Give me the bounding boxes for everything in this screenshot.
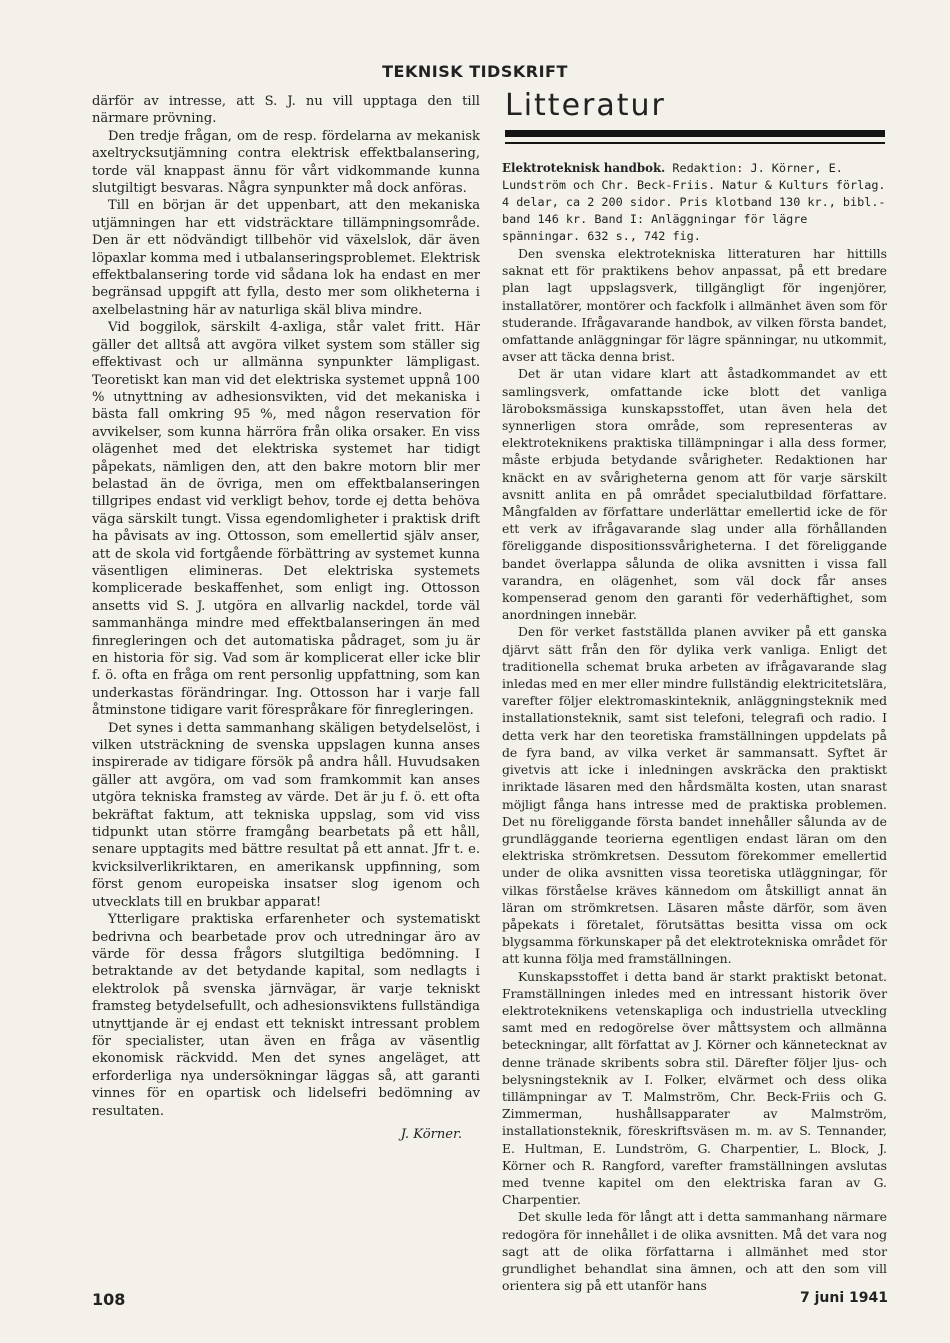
signature: J. Körner. — [400, 1126, 462, 1142]
paragraph: Det är utan vidare klart att åstadkommandet av ett samlingsverk, omfattande icke blott det vanliga läroboksmässiga kunskapsstoffet, utan även hela det synnerligen stora område, som representeras av elektroteknikens praktiska tillämpningar i alla dess former, måste erbjuda betydande svårigheter. Redaktionen har knäckt en av svårigheterna genom att för varje särskilt avsnitt anlita en på området specialutbildad författare. Mångfalden av författare underlättar emellertid icke de för ett verk av ifrågavarande slag under alla förhållanden föreliggande dispositionssvårigheterna. I det föreliggande bandet överlappa sålunda de olika avsnitten i vissa fall varandra, en olägenhet, som väl dock får anses kompenserad genom den garanti för vederhäftighet, som anordningen innebär. — [502, 366, 887, 623]
paragraph: därför av intresse, att S. J. nu vill upptaga den till närmare prövning. — [92, 94, 480, 127]
book-details: Redaktion: J. Körner, E. Lundström och Chr. Beck-Friis. Natur & Kulturs förlag. 4 delar, ca 2 200 sidor. Pris klotband 130 kr., bibl.-band 146 kr. Band I: Anläggningar för lägre spänningar. 632 s., 742 fig. — [502, 161, 886, 243]
title-rule-thick — [505, 130, 885, 137]
paragraph: Ytterligare praktiska erfarenheter och systematiskt bedrivna och bearbetade prov och utredningar äro av värde för dessa frågors slutgiltiga bedömning. I betraktande av det betydande kapital, som nedlagts i elektrolok på svenska järnvägar, är varje tekniskt framsteg betydelsefullt, och adhesionsviktens fullständiga utnyttjande är ej endast ett tekniskt intressant problem för specialister, utan även en fråga av väsentlig ekonomisk räckvidd. Men det synes angeläget, att erforderliga nya undersökningar läggas så, att garanti vinnes för en opartisk och lidelsefri bedömning av resultaten. — [92, 912, 480, 1119]
title-rule-thin — [505, 142, 885, 144]
paragraph: Det synes i detta sammanhang skäligen betydelselöst, i vilken utsträckning de svenska uppslagen kunna anses inspirerade av tidigare försök på andra håll. Huvudsaken gäller att avgöra, om vad som framkommit kan anses utgöra tekniska framsteg av värde. Det är ju f. ö. ett ofta bekräftat faktum, att tekniska uppslag, som vid viss tidpunkt utan större framgång bearbetats på ett håll, senare upptagits med bättre resultat på ett annat. Jfr t. e. kvicksilverlikriktaren, en amerikansk uppfinning, som först genom europeiska insatser slog igenom och utvecklats till en brukbar apparat! — [92, 720, 480, 910]
paragraph: Den tredje frågan, om de resp. fördelarna av mekanisk axeltrycksutjämning contra elektrisk effektbalansering, torde väl knappast ännu för vårt vidkommande kunna slutgiltigt besvaras. Några synpunkter må dock anföras. — [92, 128, 480, 197]
paragraph: Till en början är det uppenbart, att den mekaniska utjämningen har ett vidsträcktare tillämpningsområde. Den är ett nödvändigt tillbehör vid växelslok, där även löpaxlar komma med i utbalanseringsproblemet. Elektrisk effektbalansering torde vid sådana lok ha endast en mer begränsad uppgift att fylla, desto mer som olikheterna i axelbelastning här av naturliga skäl bliva mindre. — [92, 198, 480, 318]
paragraph: Den svenska elektrotekniska litteraturen har hittills saknat ett för praktikens behov anpassat, på ett bredare plan lagt uppslagsverk, tillgängligt för ingenjörer, installatörer, montörer och fackfolk i allmänhet även som för studerande. Ifrågavarande handbok, av vilken första bandet, omfattande anläggningar för lägre spänningar, nu utkommit, avser att täcka denna brist. — [502, 246, 887, 365]
paragraph: Vid boggilok, särskilt 4-axliga, står valet fritt. Här gäller det alltså att avgöra vilket system som ställer sig effektivast och ur allmänna synpunkter lämpligast. Teoretiskt kan man vid det elektriska systemet uppnå 100 % utnyttning av adhesionsvikten, vid det mekaniska i bästa fall omkring 95 %, med någon reservation för avvikelser, som kunna härröra från olika orsaker. En viss olägenhet med det elektriska systemet har tidigt påpekats, nämligen den, att den bakre motorn blir mer belastad än de övriga, men om effektbalanseringen tillgripes endast vid verkligt behov, torde ej detta behöva väga särskilt tungt. Vissa egendomligheter i praktisk drift ha påvisats av ing. Ottosson, som emellertid själv anser, att de skola vid fortgående förbättring av systemet kunna väsentligen elimineras. Det elektriska systemets komplicerade beskaffenhet, som enligt ing. Ottosson ansetts vid S. J. utgöra en allvarlig nackdel, torde väl sammanhänga mindre med effektbalanseringen än med finregleringen och det automatiska pådraget, som ju är en historia för sig. Vad som är komplicerat eller icke blir f. ö. ofta en fråga om rent personlig uppfattning, som kan underkastas förändringar. Ing. Ottosson har i varje fall åtminstone tidigare varit förespråkare för finregleringen. — [92, 320, 480, 719]
issue-date: 7 juni 1941 — [800, 1290, 888, 1306]
masthead: TEKNISK TIDSKRIFT — [382, 62, 568, 81]
right-column — [502, 160, 887, 1294]
paragraph: Den för verket fastställda planen avviker på ett ganska djärvt sätt från den för dylika verk vanliga. Enligt det traditionella schemat bruka arbeten av ifrågavarande slag inledas med en mer eller mindre fullständig elektricitetslära, varefter följer elektromaskinteknik, anläggningsteknik med installationsteknik, samt sist telefoni, telegrafi och radio. I detta verk har den teoretiska framställningen uppdelats på de fyra band, av vilka verket är sammansatt. Syftet är givetvis att icke i inledningen avskräcka den praktiskt inriktade läsaren med den hårdsmälta kosten, utan snarast möjligt fånga hans intresse med de praktiska problemen. Det nu föreliggande första bandet innehåller sålunda av de grundläggande teorierna egentligen endast läran om den elektriska strömkretsen. Dessutom förekommer emellertid under de olika avsnitten vissa teoretiska utläggningar, för vilkas förståelse kräves kännedom om åtskilligt annat än läran om strömkretsen. Läsaren måste därför, som även påpekats i företalet, förutsättas besitta vissa om ock blygsamma förkunskaper på det elektrotekniska området för att kunna följa med framställningen. — [502, 624, 887, 967]
left-column — [92, 93, 480, 1143]
section-title: Litteratur — [505, 88, 666, 123]
paragraph: Kunskapsstoffet i detta band är starkt praktiskt betonat. Framställningen inledes med en intressant historik över elektroteknikens vetenskapliga och industriella utveckling samt med en redogörelse över måttsystem och allmänna beteckningar, allt författat av J. Körner och kännetecknat av denne tränade skribents sobra stil. Därefter följer ljus- och belysningsteknik av I. Folker, elvärmet och dess olika tillämpningar av T. Malmström, Chr. Beck-Friis och G. Zimmerman, hushållsapparater av Malmström, installationsteknik, föreskriftsväsen m. m. av S. Tennander, E. Hultman, E. Lundström, G. Charpentier, L. Block, J. Körner och R. Rangford, varefter framställningen avslutas med tvenne kapitel om den elektriska faran av G. Charpentier. — [502, 968, 887, 1208]
book-entry — [502, 160, 887, 245]
page-number: 108 — [92, 1290, 126, 1309]
paragraph: Det skulle leda för långt att i detta sammanhang närmare redogöra för innehållet i de olika avsnitten. Må det vara nog sagt att de olika författarna i allmänhet med stor grundlighet behandlat sina ämnen, och att den som vill orientera sig på ett utanför hans — [502, 1209, 887, 1294]
book-title: Elektroteknisk handbok. — [502, 161, 666, 175]
